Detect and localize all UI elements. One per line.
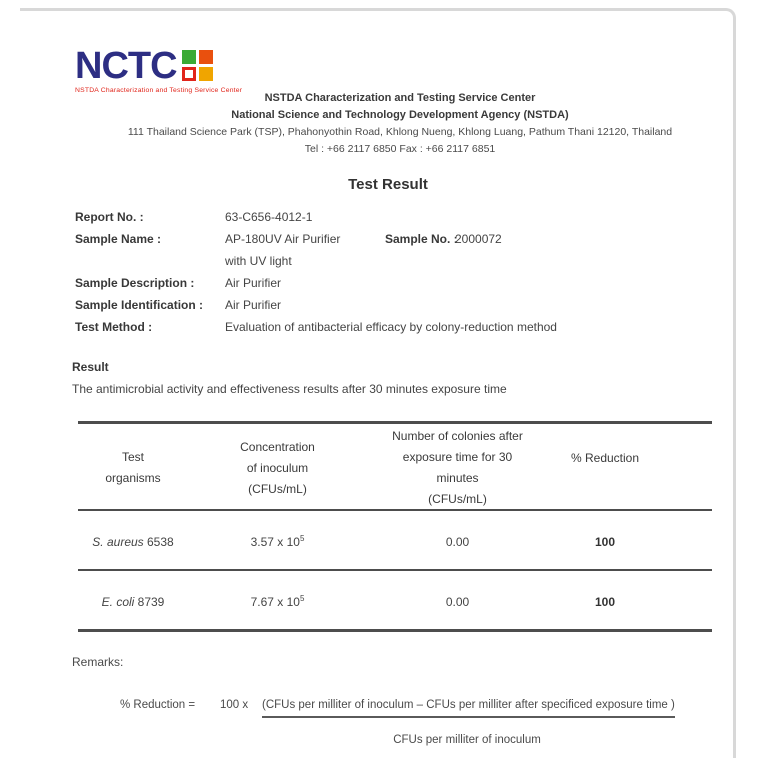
table-header-test-organisms (78, 447, 188, 489)
table-row-separator-rule (78, 569, 712, 571)
logo-square-red-outline (182, 67, 196, 81)
letterhead-telephone: Tel : +66 2117 6850 Fax : +66 2117 6851 (304, 143, 496, 155)
table-row-2-organism (78, 595, 188, 609)
nctc-logo-tagline: NSTDA Characterization and Testing Service Center (75, 87, 243, 94)
sample-name-value-line2: with UV light (225, 254, 292, 268)
concentration-base: 3.57 x 10 (250, 535, 300, 549)
organism-strain: 6538 (143, 535, 174, 549)
sample-no-label: Sample No. : (385, 232, 458, 246)
logo-square-green (182, 50, 196, 64)
sample-name-label: Sample Name : (75, 232, 162, 246)
nctc-logo-text: NCTC (75, 45, 177, 87)
concentration-exponent: 5 (299, 594, 305, 603)
result-heading: Result (72, 360, 109, 374)
organism-strain: 8739 (134, 595, 165, 609)
header-line: Number of colonies after (392, 429, 523, 443)
sample-identification-label: Sample Identification : (75, 298, 204, 312)
table-row-1-colonies: 0.00 (445, 535, 470, 549)
table-row-1-reduction: 100 (594, 535, 616, 549)
header-line: of inoculum (246, 461, 309, 475)
table-header-reduction (545, 448, 665, 469)
header-line: organisms (105, 471, 161, 485)
letterhead-address: 111 Thailand Science Park (TSP), Phahonyothin Road, Khlong Nueng, Khlong Luang, Pathum Thani 12120, Thailand (127, 126, 673, 138)
letterhead (120, 90, 680, 158)
logo-square-orange (199, 50, 213, 64)
table-top-rule (78, 421, 712, 424)
table-row-2-reduction: 100 (594, 595, 616, 609)
nctc-logo (75, 45, 243, 94)
logo-square-yellow (199, 67, 213, 81)
formula-lhs: % Reduction = (120, 699, 196, 711)
sample-identification-value: Air Purifier (225, 298, 282, 312)
formula-numerator: (CFUs per milliter of inoculum – CFUs per milliter after specificed exposure time ) (262, 699, 675, 718)
letterhead-agency-name: National Science and Technology Development Agency (NSTDA) (231, 109, 569, 121)
table-row-1-concentration (205, 535, 350, 549)
report-no-label: Report No. : (75, 210, 144, 224)
table-bottom-rule (78, 629, 712, 632)
table-header-colonies (360, 426, 555, 510)
table-header-concentration (205, 437, 350, 500)
formula-factor: 100 x (220, 699, 249, 711)
test-method-value: Evaluation of antibacterial efficacy by colony-reduction method (225, 320, 557, 334)
organism-name-italic: E. coli (101, 595, 135, 609)
formula-denominator: CFUs per milliter of inoculum (393, 734, 541, 746)
remarks-label: Remarks: (72, 655, 124, 669)
sample-no-value: 2000072 (455, 232, 502, 246)
organism-name-italic: S. aureus (92, 535, 144, 549)
header-line: (CFUs/mL) (428, 492, 487, 506)
table-row-2-concentration (205, 595, 350, 609)
header-line: (CFUs/mL) (248, 482, 307, 496)
header-line: minutes (436, 471, 479, 485)
report-no-value: 63-C656-4012-1 (225, 210, 313, 224)
concentration-base: 7.67 x 10 (250, 595, 300, 609)
result-description: The antimicrobial activity and effectiveness results after 30 minutes exposure time (72, 382, 507, 396)
page-title: Test Result (348, 176, 428, 193)
header-line: % Reduction (570, 451, 640, 465)
sample-name-value-line1: AP-180UV Air Purifier (225, 232, 341, 246)
header-line: Test (121, 450, 144, 464)
header-line: exposure time for 30 (402, 450, 513, 464)
test-method-label: Test Method : (75, 320, 153, 334)
header-line: Concentration (240, 440, 315, 454)
sample-description-label: Sample Description : (75, 276, 195, 290)
letterhead-org-name: NSTDA Characterization and Testing Service Center (264, 92, 536, 104)
nctc-logo-squares-icon (182, 50, 213, 81)
table-row-1-organism (78, 535, 188, 549)
concentration-exponent: 5 (299, 534, 305, 543)
table-row-2-colonies: 0.00 (445, 595, 470, 609)
sample-description-value: Air Purifier (225, 276, 282, 290)
